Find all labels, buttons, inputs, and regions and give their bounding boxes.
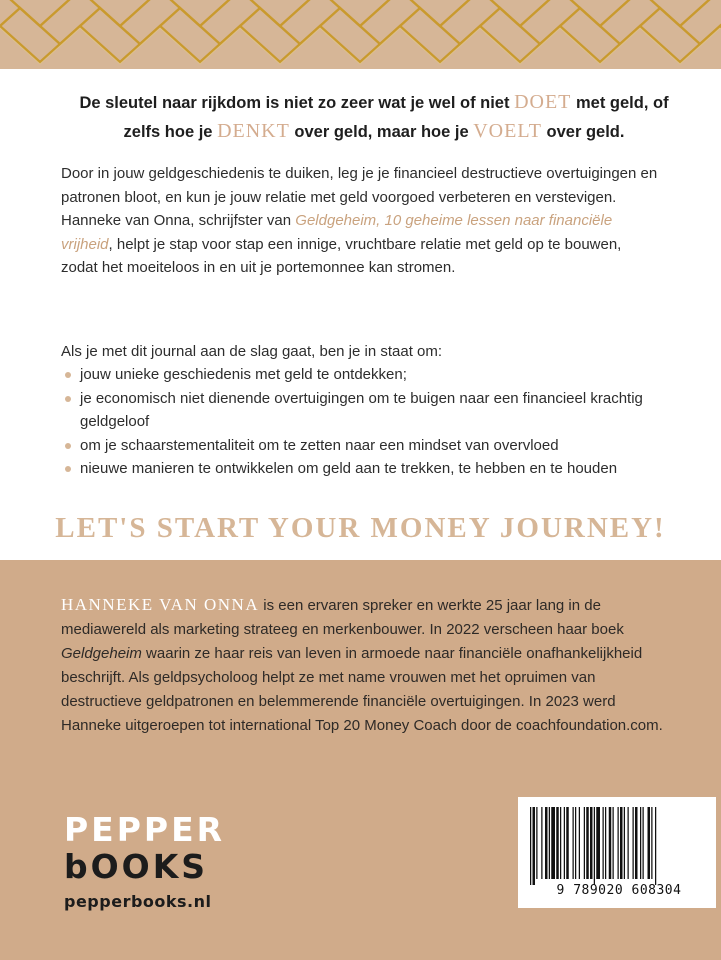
barcode-bar [573, 807, 574, 879]
barcode-bar [624, 807, 625, 879]
intro-text-2: met geld, of zelfs hoe je [123, 94, 669, 141]
barcode-bar [549, 807, 550, 879]
list-item [61, 434, 661, 458]
barcode-bar [564, 807, 565, 879]
barcode-bar [584, 807, 585, 879]
list-item-text: om je schaarstementaliteit om te zetten naar een mindset van overvloed [80, 436, 559, 454]
barcode-bar [556, 807, 559, 879]
barcode-bar [541, 807, 542, 879]
barcode-bar [596, 807, 600, 879]
barcode-bar [603, 807, 604, 879]
barcode-bar [536, 807, 537, 879]
list-item-text: nieuwe manieren te ontwikkelen om geld aan te trekken, te hebben en te houden [80, 460, 618, 477]
bullet-dot-icon [65, 396, 71, 402]
author-name: HANNEKE VAN ONNA [61, 595, 260, 614]
intro-text-1: De sleutel naar rijkdom is niet zo zeer wat je wel of niet [79, 94, 515, 112]
barcode-bar [560, 807, 561, 879]
intro-quote [74, 88, 674, 146]
logo-pepper: PEPPER [64, 810, 226, 849]
isbn-barcode [518, 797, 716, 908]
isbn-number: 9 789020 608304 [556, 883, 682, 898]
barcode-bar [594, 807, 595, 885]
barcode-bar [620, 807, 623, 879]
intro-text-3: over geld, maar hoe je [289, 123, 474, 141]
bullet-dot-icon [65, 443, 71, 449]
barcode-bar [648, 807, 651, 879]
description-text-1: Door in jouw geldgeschiedenis te duiken, leg je je financieel destructieve overtuigingen en patronen bloot, en kun je jouw relatie met geld voorgoed verbeteren en verstevigen. Hanneke van Onna, schrijfster van [61, 165, 658, 229]
intro-text-4: over geld. [541, 123, 625, 141]
logo-books: bOOKS [64, 847, 209, 886]
barcode-bar [628, 807, 629, 879]
barcode-icon [530, 807, 704, 885]
barcode-bar [635, 807, 638, 879]
barcode-bar [655, 807, 656, 885]
slogan-heading: LET'S START YOUR MONEY JOURNEY! [55, 512, 666, 544]
publisher-logo [64, 812, 225, 911]
intro-word-voelt: VOELT [473, 120, 542, 142]
bio-book-title: Geldgeheim [61, 645, 142, 662]
barcode-bar [590, 807, 593, 879]
description-paragraph [61, 162, 661, 280]
barcode-bar [609, 807, 612, 879]
barcode-bar [613, 807, 614, 879]
barcode-bar [530, 807, 531, 885]
top-decorative-band [0, 0, 721, 69]
bullet-intro: Als je met dit journal aan de slag gaat, ben je in staat om: [61, 343, 443, 360]
art-deco-pattern [0, 0, 721, 69]
list-item [61, 363, 661, 387]
barcode-bar [618, 807, 619, 879]
bio-text-1: is een ervaren spreker en werkte 25 jaar lang in de mediawereld als marketing strateeg en merkenbouwer. In 2022 verscheen haar boek [61, 597, 624, 638]
barcode-bar [566, 807, 569, 879]
barcode-bar [605, 807, 606, 879]
barcode-bar [551, 807, 555, 879]
barcode-bar [643, 807, 644, 879]
list-item-text: je economisch niet dienende overtuigingen om te buigen naar een financieel krachtig geldgeloof [80, 389, 643, 430]
publisher-url: pepperbooks.nl [64, 892, 212, 911]
list-item-text: jouw unieke geschiedenis met geld te ontdekken; [80, 366, 407, 383]
book-title-reference: Geldgeheim, 10 geheime lessen naar financiële vrijheid [61, 212, 613, 253]
description-text-2: , helpt je stap voor stap een innige, vruchtbare relatie met geld op te bouwen, zodat het moeiteloos in en uit je portemonnee kan stromen. [61, 235, 622, 276]
barcode-bar [651, 807, 652, 879]
list-item [61, 387, 661, 434]
list-item [61, 457, 661, 481]
barcode-bar [545, 807, 548, 879]
bullet-dot-icon [65, 466, 71, 472]
author-bio [61, 593, 671, 738]
barcode-bar [640, 807, 641, 879]
bullet-dot-icon [65, 372, 71, 378]
intro-word-doet: DOET [514, 91, 572, 113]
barcode-bar [633, 807, 634, 879]
barcode-bar [579, 807, 580, 879]
barcode-bar [533, 807, 536, 885]
barcode-bar [586, 807, 589, 879]
benefits-list [61, 363, 661, 481]
bio-text-2: waarin ze haar reis van leven in armoede naar financiële onafhankelijkheid beschrijft. Als geldpsycholoog helpt ze met name vrouwen met het opruimen van destructieve geldpatronen en belemmerende financiële overtuigingen. In 2023 werd Hanneke uitgeroepen tot international Top 20 Money Coach door de coachfoundation.com. [61, 645, 663, 734]
barcode-bar [575, 807, 576, 879]
intro-word-denkt: DENKT [217, 120, 290, 142]
